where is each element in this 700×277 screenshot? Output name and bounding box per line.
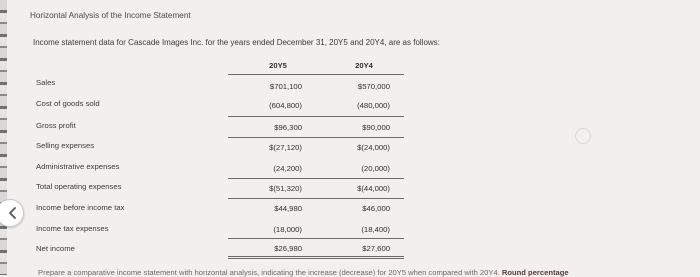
section-rule [228,198,404,199]
value-net-income-20y4: $27,600 [362,244,390,253]
row-label-selling-expenses: Selling expenses [36,141,95,150]
value-selling-20y4: $(24,000) [357,143,390,152]
subtotal-rule [228,116,404,117]
value-cogs-20y4: (480,000) [357,101,390,110]
row-label-income-before-tax: Income before income tax [36,203,125,212]
subtotal-rule [228,178,404,179]
instruction-emphasis: Round percentage [501,268,569,277]
row-label-administrative-expenses: Administrative expenses [36,162,120,171]
subtotal-rule [228,238,404,239]
row-label-cogs: Cost of goods sold [36,99,100,108]
value-sales-20y4: $570,000 [357,82,390,91]
value-total-operating-20y4: $(44,000) [357,184,390,193]
faint-circle-mark [575,128,591,144]
value-selling-20y5: $(27,120) [269,143,302,152]
value-income-before-tax-20y5: $44,980 [274,204,302,213]
column-header-20y4: 20Y4 [355,61,373,70]
value-admin-20y5: (24,200) [273,164,302,173]
row-label-net-income: Net income [36,244,75,253]
problem-intro: Income statement data for Cascade Images Inc. for the years ended December 31, 20Y5 and 20Y4, are as follows: [33,38,440,47]
value-gross-profit-20y4: $90,000 [362,123,390,132]
page-title: Horizontal Analysis of the Income Statement [30,11,191,20]
value-total-operating-20y5: $(51,320) [269,184,302,193]
instruction-body: Prepare a comparative income statement with horizontal analysis, indicating the increase (decrease) for 20Y5 when compared with 20Y4. [38,268,500,277]
section-rule [228,137,404,138]
row-label-gross-profit: Gross profit [36,121,76,130]
left-edge-strip [0,0,7,275]
column-header-20y5: 20Y5 [269,61,287,70]
row-label-income-tax-expenses: Income tax expenses [36,224,109,233]
value-income-before-tax-20y4: $46,000 [362,204,390,213]
chevron-left-icon [8,207,18,219]
value-cogs-20y5: (604,800) [269,101,302,110]
value-gross-profit-20y5: $96,300 [274,123,302,132]
row-label-total-operating-expenses: Total operating expenses [36,182,122,191]
value-income-tax-20y5: (18,000) [273,225,302,234]
double-rule-bottom [228,258,404,259]
value-net-income-20y5: $26,980 [274,244,302,253]
back-button[interactable] [0,199,24,227]
value-income-tax-20y4: (18,400) [361,225,390,234]
instruction-text [38,268,569,277]
value-sales-20y5: $701,100 [269,82,302,91]
double-rule-top [228,256,404,257]
row-label-sales: Sales [36,78,56,87]
header-rule [228,74,404,75]
value-admin-20y4: (20,000) [361,164,390,173]
